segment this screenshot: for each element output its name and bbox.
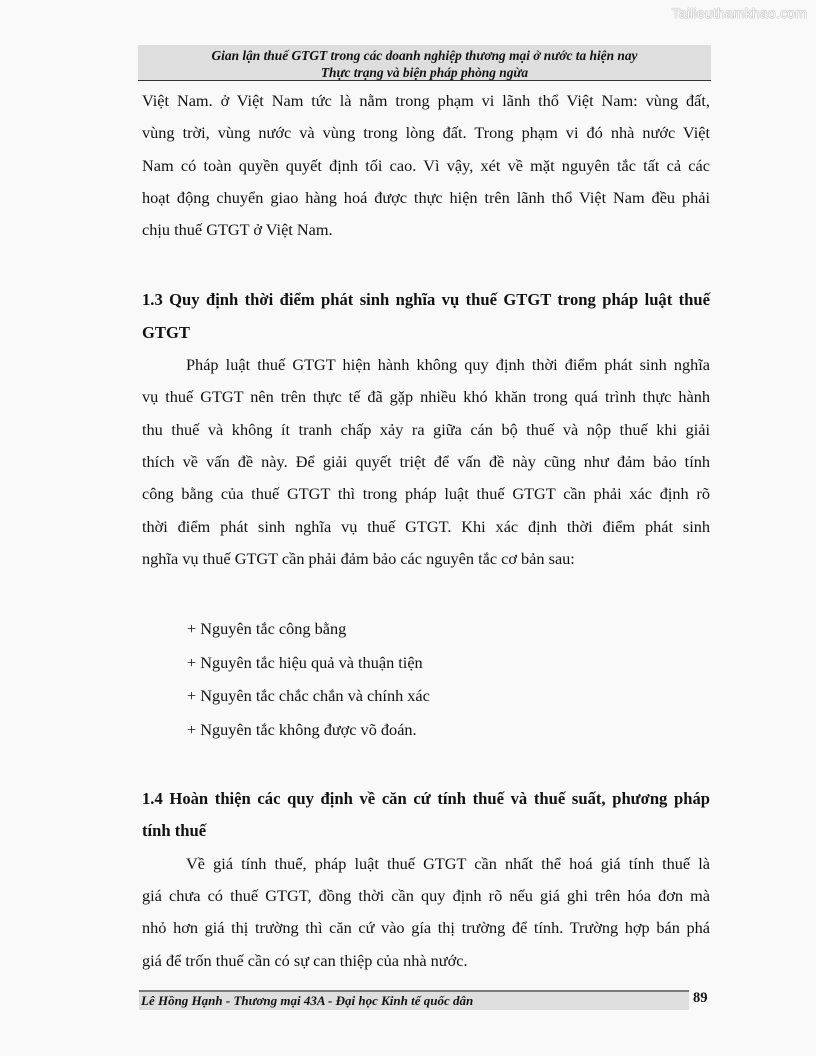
header-title-line-2: Thực trạng và biện pháp phòng ngừa [320,65,529,80]
list-item: + Nguyên tắc hiệu quả và thuận tiện [187,652,423,672]
spacer [142,575,710,612]
heading-line: 1.3 Quy định thời điểm phát sinh nghĩa vụ thuế GTGT trong pháp luật thuế [142,290,710,310]
spacer [142,246,710,284]
running-footer: Lê Hồng Hạnh - Thương mại 43A - Đại học Kinh tế quốc dân [139,990,689,1010]
document-body [142,85,710,977]
heading-line: tính thuế [142,821,207,841]
text-line: nghĩa vụ thuế GTGT cần phải đảm bảo các nguyên tắc cơ bản sau: [142,548,575,568]
page-number: 89 [693,990,708,1006]
section-1-4-paragraph [142,848,710,977]
heading-line: GTGT [142,322,190,342]
intro-paragraph [142,85,710,246]
text-line: vùng trời, vùng nước và vùng trong lòng đất. Trong phạm vi đó nhà nước Việt [142,123,710,143]
text-line: công bằng của thuế GTGT thì trong pháp luật thuế GTGT cần phải xác định rõ [142,484,710,504]
list-item: + Nguyên tắc công bằng [187,619,347,639]
text-line: nhỏ hơn giá thị trường thì căn cứ vào gía thị trường để tính. Trường hợp bán phá [142,918,710,938]
watermark-text: Tailieuthamkhao.com [671,5,807,21]
text-line: thích về vấn đề này. Để giải quyết triệt để vấn đề này cũng như đảm bảo tính [142,451,710,471]
text-line: giá để trốn thuế cần có sự can thiệp của nhà nước. [142,950,468,970]
text-line: Về giá tính thuế, pháp luật thuế GTGT cần nhất thể hoá giá tính thuế là [186,853,710,873]
text-line: thời điểm phát sinh nghĩa vụ thuế GTGT. Khi xác định thời điểm phát sinh [142,516,710,536]
text-line: chịu thuế GTGT ở Việt Nam. [142,220,333,240]
list-item: + Nguyên tắc chắc chắn và chính xác [187,686,430,706]
list-item: + Nguyên tắc không được võ đoán. [187,719,417,739]
text-line: giá chưa có thuế GTGT, đồng thời cần quy định rõ nếu giá ghi trên hóa đơn mà [142,886,710,906]
text-line: Việt Nam. ở Việt Nam tức là nằm trong phạm vi lãnh thổ Việt Nam: vùng đất, [142,91,710,110]
text-line: Nam có toàn quyền quyết định tối cao. Vì vậy, xét về mặt nguyên tắc tất cả các [142,155,710,175]
section-heading-1-3 [142,284,710,349]
heading-line: 1.4 Hoàn thiện các quy định về căn cứ tính thuế và thuế suất, phương pháp [142,789,710,809]
text-line: thu thuế và không ít tranh chấp xảy ra giữa cán bộ thuế và nộp thuế khi giải [142,419,710,439]
text-line: vụ thuế GTGT nên trên thực tế đã gặp nhiều khó khăn trong quá trình thực hành [142,387,710,407]
section-heading-1-4 [142,783,710,848]
text-line: Pháp luật thuế GTGT hiện hành không quy định thời điểm phát sinh nghĩa [186,355,710,375]
spacer [142,746,710,783]
header-title-line-1: Gian lận thuế GTGT trong các doanh nghiệp thương mại ở nước ta hiện nay [211,48,638,63]
section-1-3-paragraph [142,349,710,575]
running-header [138,45,711,81]
text-line: hoạt động chuyển giao hàng hoá được thực hiện trên lãnh thổ Việt Nam đều phải [142,187,710,207]
principles-list [142,612,710,746]
